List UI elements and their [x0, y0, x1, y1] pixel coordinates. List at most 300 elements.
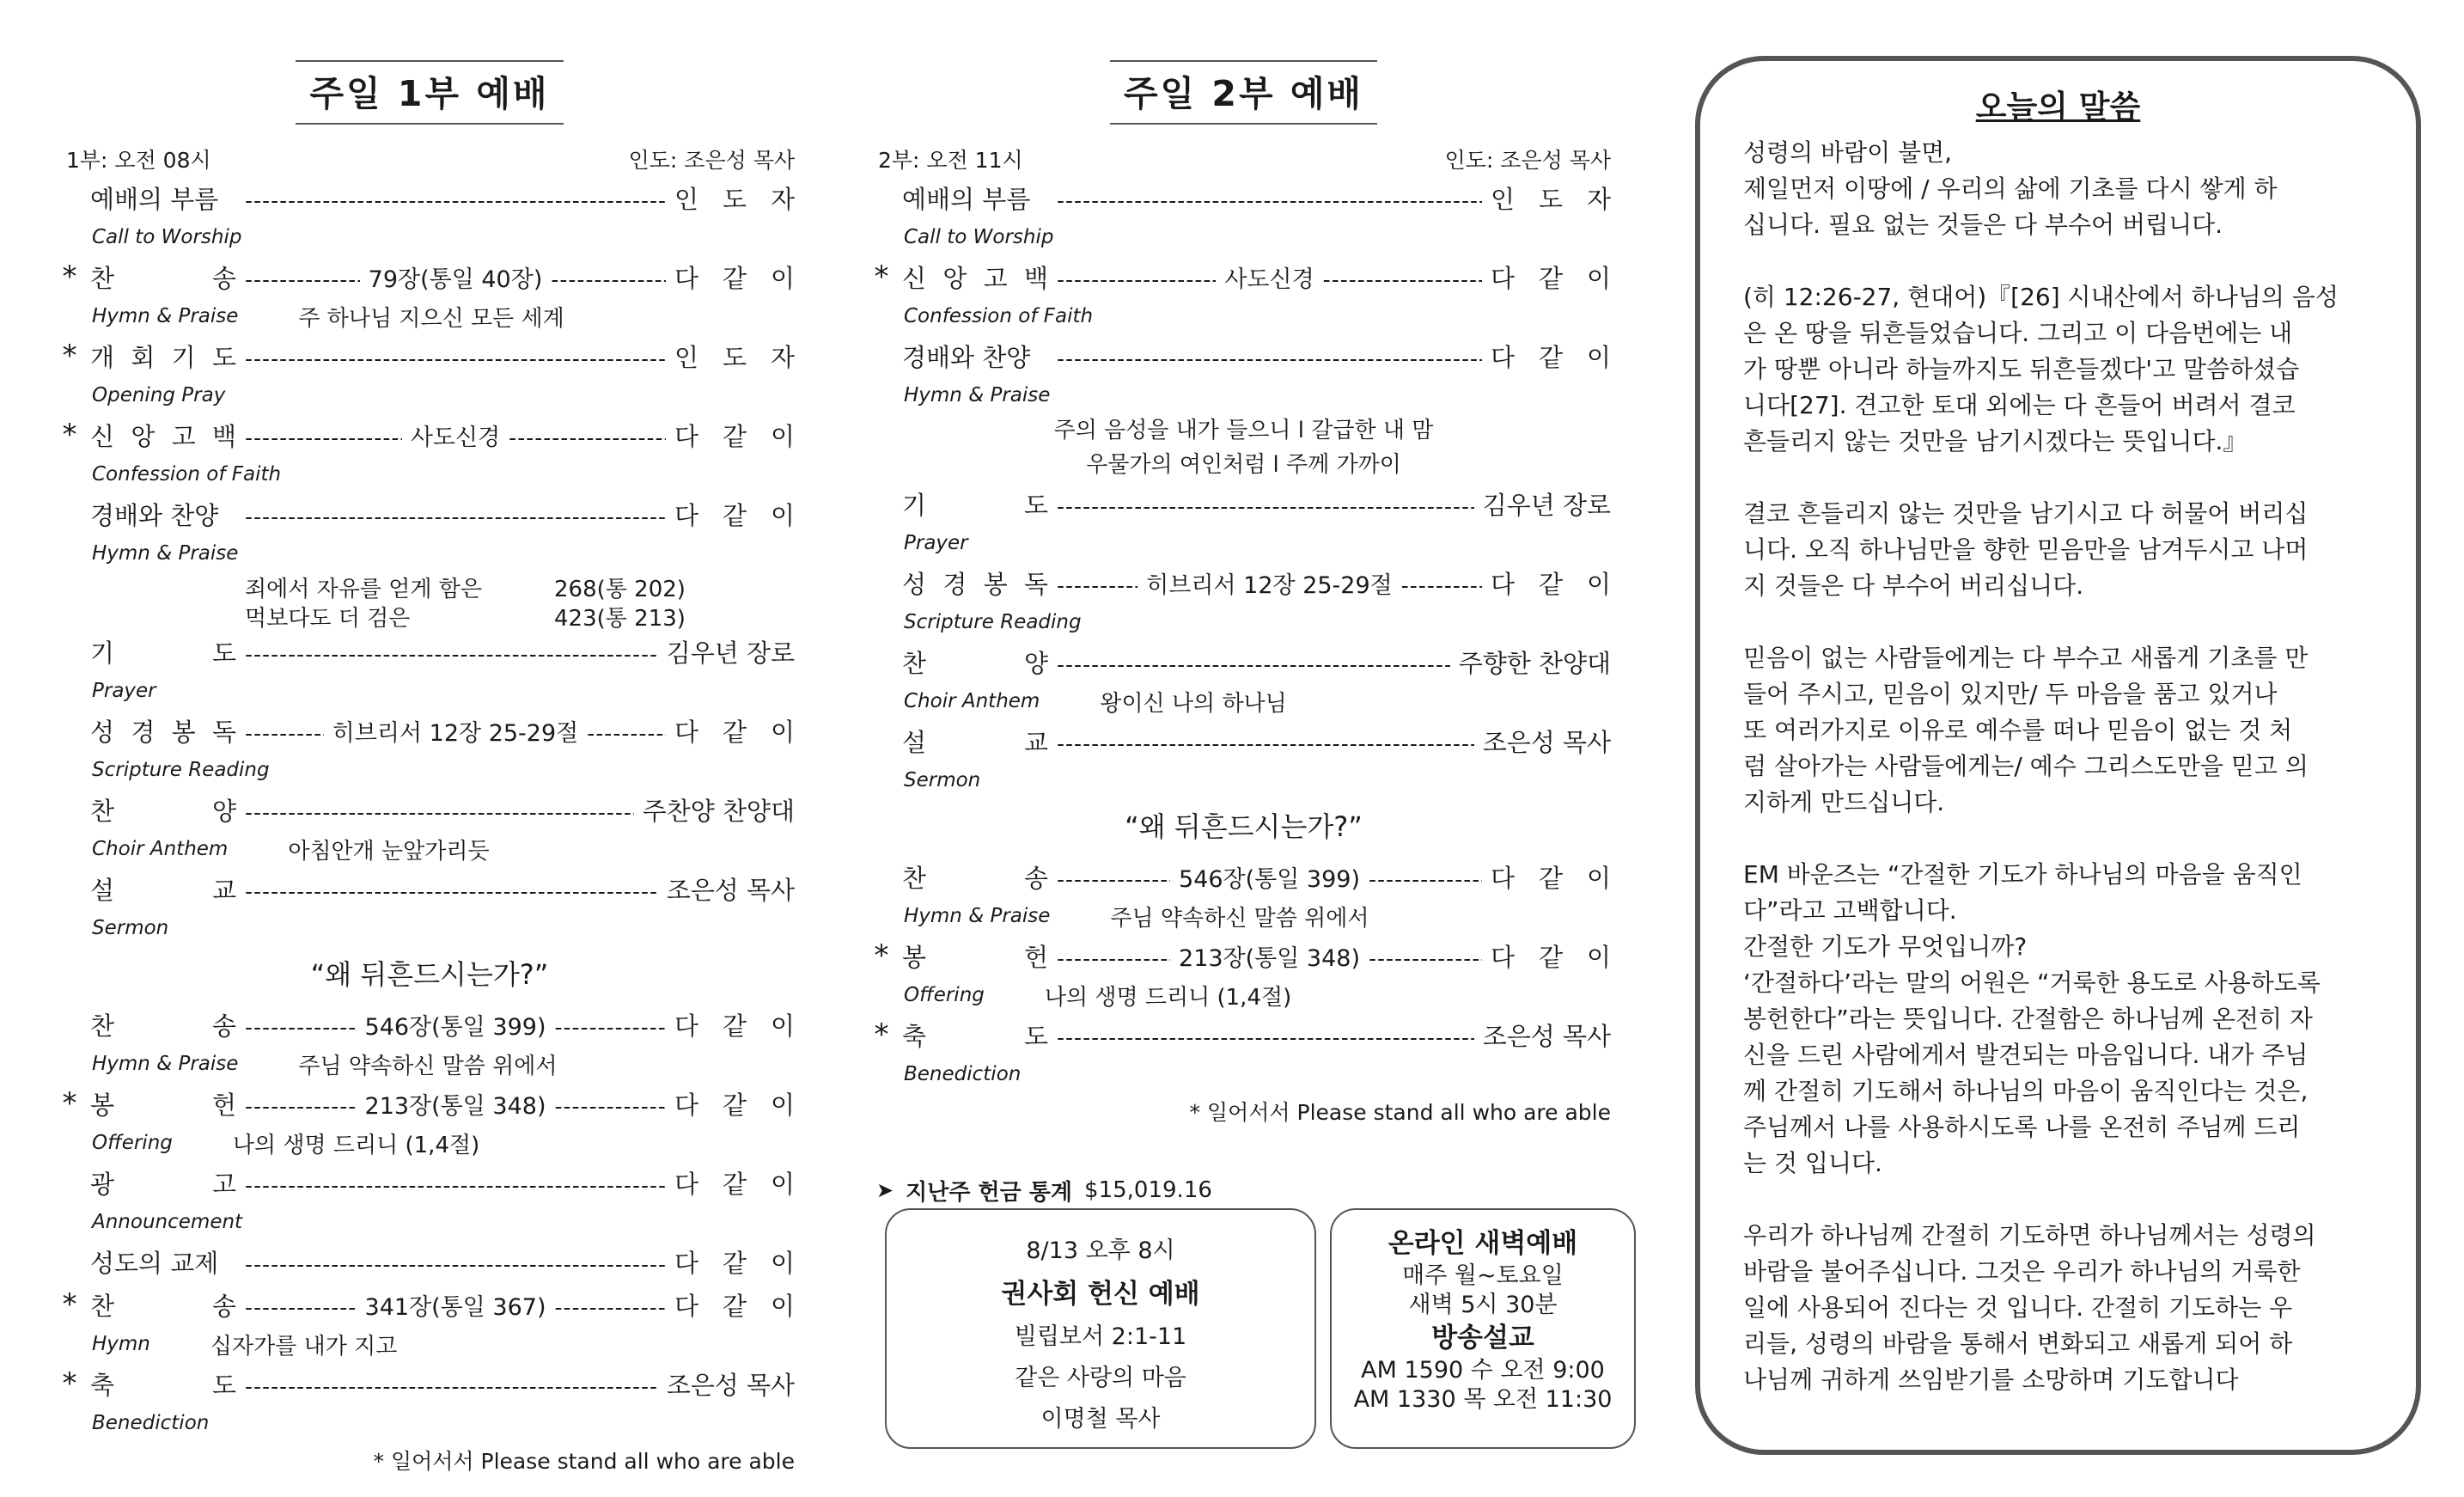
item-responsible-char: 인: [674, 342, 699, 372]
order-item: [876, 719, 1611, 762]
item-responsible-char: 이: [770, 1169, 795, 1199]
item-name-char: 기: [171, 342, 196, 372]
item-name: 예배의 부름: [90, 184, 219, 214]
item-english-label: Scripture Reading: [904, 611, 1082, 633]
stand-marker: *: [874, 260, 889, 294]
order-item: [64, 492, 795, 535]
item-leader-line: [1057, 185, 1482, 211]
item-name-char: 송: [211, 1291, 236, 1321]
item-english-label: Hymn & Praise: [92, 1053, 239, 1075]
item-english: [64, 673, 795, 709]
item-responsible-char: 다: [1491, 942, 1516, 972]
item-leader-line: [245, 260, 666, 294]
item-responsible: [1491, 938, 1611, 974]
item-english: [876, 298, 1611, 334]
item-responsible-char: 이: [770, 1090, 795, 1120]
item-responsible-char: 같: [1538, 569, 1563, 599]
item-english: [64, 1204, 795, 1240]
item-name: [876, 486, 1048, 522]
dotted-leader: [245, 1091, 357, 1116]
item-name-char: 찬: [90, 1011, 115, 1041]
item-english-label: Choir Anthem: [92, 838, 229, 860]
item-responsible-char: 같: [722, 1248, 747, 1278]
item-responsible-char: 다: [1491, 863, 1516, 893]
item-responsible-char: 이: [1586, 263, 1611, 293]
item-english-label: Prayer: [92, 680, 156, 702]
item-responsible-char: 이: [1586, 863, 1611, 893]
word-line: 제일먼저 이땅에 / 우리의 삶에 기초를 다시 쌓게 하: [1743, 174, 2278, 203]
item-name-char: 도: [211, 638, 236, 668]
item-responsible: 주향한 찬양대: [1458, 648, 1611, 678]
item-detail: 546장(통일 399): [1179, 865, 1360, 893]
item-name: [64, 1165, 236, 1201]
item-responsible-char: 같: [1538, 263, 1563, 293]
order-item: [876, 255, 1611, 298]
dotted-leader: [1057, 649, 1450, 675]
item-responsible: 조은성 목사: [1482, 727, 1611, 757]
item-name-char: 고: [983, 263, 1008, 293]
item-english-label: Call to Worship: [904, 226, 1054, 248]
item-name-char: 경: [131, 717, 156, 747]
item-english: [64, 831, 795, 867]
item-name-char: 도: [1023, 1021, 1048, 1051]
item-responsible: [674, 1007, 795, 1042]
word-paragraph: [1743, 1218, 2373, 1398]
dotted-leader: [1057, 570, 1137, 596]
item-english: [876, 604, 1611, 640]
item-responsible: [674, 418, 795, 453]
item-leader-line: [245, 1087, 666, 1121]
item-english-label: Offering: [92, 1132, 173, 1154]
service1-stand-note: * 일어서서 Please stand all who are able: [373, 1449, 795, 1474]
order-item: [64, 1003, 795, 1046]
word-line: 럼 살아가는 사람들에게는/ 예수 그리스도만을 믿고 의: [1743, 752, 2308, 780]
item-leader-line: [1057, 260, 1482, 294]
order-item: [64, 1161, 795, 1204]
service2-sermon-title: “왜 뒤흔드시는가?”: [1125, 810, 1363, 843]
item-responsible-char: 인: [1491, 184, 1516, 214]
item-responsible: 조은성 목사: [666, 1370, 795, 1400]
item-responsible-char: 도: [722, 342, 747, 372]
item-responsible-char: 같: [722, 1169, 747, 1199]
item-name-char: 교: [211, 875, 236, 905]
word-line: 바람을 불어주십니다. 그것은 우리가 하나님의 거룩한: [1743, 1257, 2301, 1286]
item-detail: 히브리서 12장 25-29절: [1146, 571, 1393, 599]
item-leader-line: [1057, 491, 1474, 516]
dotted-leader: [245, 1249, 666, 1274]
dotted-leader: [554, 1292, 666, 1317]
item-english: [876, 762, 1611, 798]
order-item: [64, 1082, 795, 1125]
service1-order-part2: [64, 630, 795, 946]
offering-label: 지난주 헌금 통계: [906, 1179, 1073, 1206]
stand-marker: *: [62, 339, 77, 373]
item-responsible-char: 도: [722, 184, 747, 214]
item-name-char: 독: [1023, 569, 1048, 599]
dotted-leader: [1057, 943, 1170, 968]
service2-header: [876, 142, 1611, 176]
dotted-leader: [245, 1011, 357, 1037]
hymn-title: 먹보다도 더 검은: [245, 606, 411, 632]
online-title: 온라인 새벽예배: [1388, 1228, 1578, 1259]
service2-time: 2부: 오전 11시: [878, 148, 1023, 173]
dotted-leader: [245, 876, 658, 901]
service2-title: 주일 2부 예배: [1110, 60, 1377, 125]
item-responsible-char: 이: [770, 1291, 795, 1321]
word-line: 들어 주시고, 믿음이 있지만/ 두 마음을 품고 있거나: [1743, 680, 2278, 708]
word-line: 또 여러가지로 이유로 예수를 떠나 믿음이 없는 것 처: [1743, 716, 2293, 744]
item-english: [64, 456, 795, 492]
item-english-label: Hymn & Praise: [92, 542, 239, 565]
order-item: [876, 561, 1611, 604]
item-english: [64, 752, 795, 788]
item-name-char: 백: [211, 421, 236, 451]
event-preacher: 이명철 목사: [1040, 1406, 1161, 1433]
word-line: 지 것들은 다 부수어 버리십니다.: [1743, 571, 2084, 600]
item-name-char: 봉: [983, 569, 1008, 599]
item-subtitle: 나의 생명 드리니 (1,4절): [1044, 984, 1292, 1011]
hymn-line: [64, 601, 795, 630]
event-sermon: 같은 사랑의 마음: [1015, 1365, 1186, 1391]
item-responsible: [674, 497, 795, 532]
dotted-leader: [1057, 343, 1482, 369]
dotted-leader: [1369, 864, 1482, 889]
item-name-char: 송: [211, 263, 236, 293]
item-detail: 213장(통일 348): [364, 1092, 546, 1120]
item-responsible: [674, 180, 795, 216]
item-responsible-char: 이: [770, 421, 795, 451]
item-name-char: 도: [1023, 490, 1048, 520]
dotted-leader: [245, 639, 658, 664]
item-detail: 사도신경: [1224, 266, 1314, 293]
item-detail: 213장(통일 348): [1179, 944, 1360, 972]
word-paragraph: [1743, 279, 2373, 460]
todays-word-body: [1743, 135, 2373, 1398]
item-name-char: 헌: [211, 1090, 236, 1120]
service1-order-part1: [64, 176, 795, 571]
item-name-char: 앙: [131, 421, 156, 451]
dotted-leader: [587, 718, 666, 743]
item-responsible-char: 다: [674, 1169, 699, 1199]
dotted-leader: [1057, 491, 1474, 516]
item-name-char: 회: [131, 342, 156, 372]
order-item: [64, 334, 795, 377]
item-english-label: Announcement: [92, 1211, 243, 1233]
word-line: 봉헌한다”라는 뜻입니다. 간절함은 하나님께 온전히 자: [1743, 1005, 2313, 1033]
word-line: 일에 사용되어 진다는 것 입니다. 간절히 기도하는 우: [1743, 1293, 2293, 1322]
dotted-leader: [1057, 264, 1216, 290]
item-name-char: 찬: [90, 796, 115, 826]
order-item: [876, 934, 1611, 977]
word-line: 은 온 땅을 뒤흔들었습니다. 그리고 이 다음번에는 내: [1743, 319, 2293, 347]
item-english-label: Confession of Faith: [904, 305, 1094, 327]
word-line: 십니다. 필요 없는 것들은 다 부수어 버립니다.: [1743, 211, 2223, 239]
item-responsible: 김우년 장로: [666, 638, 795, 668]
service1-header: [64, 142, 795, 176]
item-name-char: 독: [211, 717, 236, 747]
word-line: 지하게 만드십니다.: [1743, 788, 1945, 816]
item-english-label: Offering: [904, 984, 985, 1006]
item-subtitle: 십자가를 내가 지고: [210, 1333, 398, 1360]
item-responsible-char: 같: [1538, 342, 1563, 372]
dotted-leader: [554, 1011, 666, 1037]
hymn-number: 268(통 202): [554, 577, 686, 602]
item-detail: 546장(통일 399): [364, 1013, 546, 1041]
item-name-char: 송: [211, 1011, 236, 1041]
item-english: [876, 1056, 1611, 1092]
item-english: [876, 683, 1611, 719]
item-leader-line: [1057, 649, 1450, 675]
item-subtitle: 주 하나님 지으신 모든 세계: [298, 305, 564, 332]
item-english-label: Scripture Reading: [92, 759, 270, 781]
item-name-char: 고: [171, 421, 196, 451]
word-line: ‘간절하다’라는 말의 어원은 “거룩한 용도로 사용하도록: [1743, 968, 2321, 997]
word-paragraph: [1743, 135, 2373, 243]
order-item: [64, 709, 795, 752]
item-name-char: 고: [211, 1169, 236, 1199]
item-english: [64, 535, 795, 571]
item-name: [876, 724, 1048, 759]
item-responsible-char: 같: [722, 500, 747, 530]
word-line: 결코 흔들리지 않는 것만을 남기시고 다 허물어 버리십: [1743, 499, 2308, 528]
dotted-leader: [551, 264, 666, 290]
dotted-leader: [245, 185, 666, 211]
order-item: [876, 482, 1611, 525]
stand-marker: *: [874, 1017, 889, 1052]
item-responsible-char: 다: [674, 500, 699, 530]
item-leader-line: [245, 1371, 658, 1396]
online-time: 새벽 5시 30분: [1408, 1292, 1558, 1318]
online-dawn-service-box: [1330, 1208, 1636, 1449]
item-responsible-char: 같: [722, 717, 747, 747]
service1-time: 1부: 오전 08시: [66, 148, 211, 173]
item-responsible: [674, 1287, 795, 1323]
item-subtitle: 나의 생명 드리니 (1,4절): [232, 1132, 480, 1158]
item-detail: 사도신경: [410, 424, 501, 451]
dotted-leader: [245, 718, 324, 743]
word-line: 께 간절히 기도해서 하나님의 마음이 움직인다는 것은,: [1743, 1077, 2308, 1105]
word-line: 간절한 기도가 무엇입니까?: [1743, 932, 2028, 961]
order-item: [64, 1240, 795, 1283]
word-paragraph: [1743, 857, 2373, 1182]
service2-column: [876, 60, 1611, 1207]
item-english: [64, 1326, 795, 1362]
dotted-leader: [1057, 864, 1170, 889]
item-subtitle: 주님 약속하신 말씀 위에서: [298, 1053, 558, 1079]
hymn-number: 423(통 213): [554, 606, 686, 632]
item-responsible-char: 같: [722, 1291, 747, 1321]
item-responsible: [1491, 180, 1611, 216]
order-item: [64, 1362, 795, 1405]
dotted-leader: [509, 422, 666, 448]
dotted-leader: [245, 797, 634, 822]
online-days: 매주 월~토요일: [1402, 1262, 1564, 1289]
item-name-char: 개: [90, 342, 115, 372]
item-responsible: [1491, 859, 1611, 895]
item-responsible: 주찬양 찬양대: [642, 796, 795, 826]
item-leader-line: [1057, 728, 1474, 754]
item-responsible: 김우년 장로: [1482, 490, 1611, 520]
item-responsible: [674, 339, 795, 374]
item-responsible-char: 이: [1586, 342, 1611, 372]
item-name-char: 찬: [90, 263, 115, 293]
stand-marker: *: [62, 418, 77, 452]
dotted-leader: [245, 1371, 658, 1396]
stand-marker: *: [62, 260, 77, 294]
item-name-char: 백: [1023, 263, 1048, 293]
item-english-label: Prayer: [904, 532, 968, 554]
item-name: 경배와 찬양: [90, 500, 219, 530]
item-responsible: 조은성 목사: [666, 875, 795, 905]
item-name-char: 축: [902, 1021, 927, 1051]
item-english: [64, 1046, 795, 1082]
word-line: 흔들리지 않는 것만을 남기시겠다는 뜻입니다.』: [1743, 427, 2247, 455]
item-responsible-char: 이: [1586, 942, 1611, 972]
item-leader-line: [1057, 860, 1482, 894]
item-responsible-char: 같: [1538, 863, 1563, 893]
item-english: [64, 377, 795, 413]
broadcast-line: AM 1330 목 오전 11:30: [1353, 1386, 1613, 1413]
item-detail: 79장(통일 40장): [368, 266, 543, 293]
item-subtitle: 아침안개 눈앞가리듯: [288, 838, 490, 865]
deaconess-service-box: [885, 1208, 1316, 1449]
item-english-label: Opening Pray: [92, 384, 226, 406]
item-name: [64, 1086, 236, 1121]
item-name-char: 기: [902, 490, 927, 520]
item-name: 경배와 찬양: [902, 342, 1031, 372]
item-english-label: Confession of Faith: [92, 463, 282, 486]
dotted-leader: [245, 343, 666, 369]
word-line: 다”라고 고백합니다.: [1743, 896, 1957, 925]
service1-title: 주일 1부 예배: [296, 60, 563, 125]
item-name: 예배의 부름: [902, 184, 1031, 214]
event-date: 8/13 오후 8시: [1026, 1237, 1175, 1264]
item-name: [64, 871, 236, 907]
item-leader-line: [245, 1170, 666, 1195]
item-english-label: Call to Worship: [92, 226, 242, 248]
item-responsible-char: 다: [674, 717, 699, 747]
stand-marker: *: [62, 1287, 77, 1322]
stand-marker: *: [62, 1086, 77, 1121]
item-name: [876, 938, 1048, 974]
item-name: [876, 260, 1048, 295]
item-responsible: [674, 260, 795, 295]
item-responsible-char: 자: [770, 184, 795, 214]
word-line: 리들, 성령의 바람을 통해서 변화되고 새롭게 되어 하: [1743, 1329, 2293, 1358]
item-responsible: [674, 1086, 795, 1121]
praise-line: 우물가의 여인처럼 l 주께 가까이: [1086, 452, 1401, 478]
item-english: [876, 377, 1611, 413]
dotted-leader: [1401, 570, 1482, 596]
item-responsible-char: 다: [674, 421, 699, 451]
item-leader-line: [245, 1288, 666, 1322]
item-name: [64, 634, 236, 669]
offering-stats: [876, 1173, 1611, 1207]
item-english-label: Choir Anthem: [904, 690, 1040, 712]
item-responsible-char: 이: [770, 500, 795, 530]
item-responsible-char: 다: [1491, 569, 1516, 599]
word-line: 믿음이 없는 사람들에게는 다 부수고 새롭게 기초를 만: [1743, 644, 2308, 672]
item-responsible-char: 같: [722, 1011, 747, 1041]
item-leader-line: [1057, 566, 1482, 600]
hymn-line: [64, 571, 795, 601]
item-english: [64, 1125, 795, 1161]
word-line: 니다. 오직 하나님만을 향한 믿음만을 남겨두시고 나머: [1743, 535, 2308, 564]
item-name-char: 교: [1023, 727, 1048, 757]
item-name-char: 찬: [90, 1291, 115, 1321]
item-name-char: 봉: [902, 942, 927, 972]
item-english-label: Sermon: [92, 917, 169, 939]
service2-stand-note: * 일어서서 Please stand all who are able: [1189, 1100, 1611, 1125]
item-english: [64, 219, 795, 255]
item-name-char: 헌: [1023, 942, 1048, 972]
item-responsible: [1491, 565, 1611, 601]
item-english: [876, 977, 1611, 1013]
item-detail: 341장(통일 367): [364, 1293, 546, 1321]
item-responsible-char: 같: [722, 1090, 747, 1120]
item-name: [64, 418, 236, 453]
item-responsible-char: 인: [674, 184, 699, 214]
item-name-char: 설: [902, 727, 927, 757]
item-responsible-char: 자: [1586, 184, 1611, 214]
word-line: 신을 드린 사람에게서 발견되는 마음입니다. 내가 주님: [1743, 1041, 2308, 1069]
praise-line: 주의 음성을 내가 들으니 l 갈급한 내 맘: [1053, 418, 1434, 443]
item-name-char: 신: [90, 421, 115, 451]
item-responsible-char: 다: [674, 1291, 699, 1321]
item-name-char: 도: [211, 1370, 236, 1400]
order-item: [64, 255, 795, 298]
broadcast-title: 방송설교: [1431, 1323, 1534, 1353]
item-name-char: 신: [902, 263, 927, 293]
item-leader-line: [245, 876, 658, 901]
item-leader-line: [245, 639, 658, 664]
service1-column: [64, 60, 795, 1482]
order-item: [876, 334, 1611, 377]
dotted-leader: [1057, 728, 1474, 754]
word-line: 는 것 입니다.: [1743, 1149, 1882, 1177]
service1-hymn-list: [64, 571, 795, 630]
item-responsible-char: 다: [674, 263, 699, 293]
item-name: [876, 645, 1048, 680]
item-responsible-char: 다: [674, 1248, 699, 1278]
word-line: EM 바운즈는 “간절한 기도가 하나님의 마음을 움직인: [1743, 860, 2302, 889]
order-item: [64, 413, 795, 456]
dotted-leader: [245, 422, 402, 448]
dotted-leader: [245, 1292, 357, 1317]
item-leader-line: [245, 419, 666, 452]
item-english-label: Hymn: [92, 1333, 150, 1355]
order-item: [64, 630, 795, 673]
dotted-leader: [245, 1170, 666, 1195]
service2-order-part1: [876, 176, 1611, 413]
order-item: [876, 855, 1611, 898]
stand-marker: *: [62, 1366, 77, 1401]
item-responsible: [674, 713, 795, 748]
item-name-char: 도: [211, 342, 236, 372]
item-english: [876, 898, 1611, 934]
item-responsible-char: 다: [674, 1011, 699, 1041]
item-name-char: 성: [90, 717, 115, 747]
offering-amount: $15,019.16: [1084, 1177, 1212, 1203]
item-name: [64, 713, 236, 748]
item-leader-line: [245, 343, 666, 369]
item-english: [64, 910, 795, 946]
stand-marker: *: [874, 938, 889, 973]
item-name-char: 경: [942, 569, 967, 599]
item-subtitle: 왕이신 나의 하나님: [1100, 690, 1287, 717]
item-name: [64, 792, 236, 828]
service1-leader: 인도: 조은성 목사: [628, 148, 795, 173]
